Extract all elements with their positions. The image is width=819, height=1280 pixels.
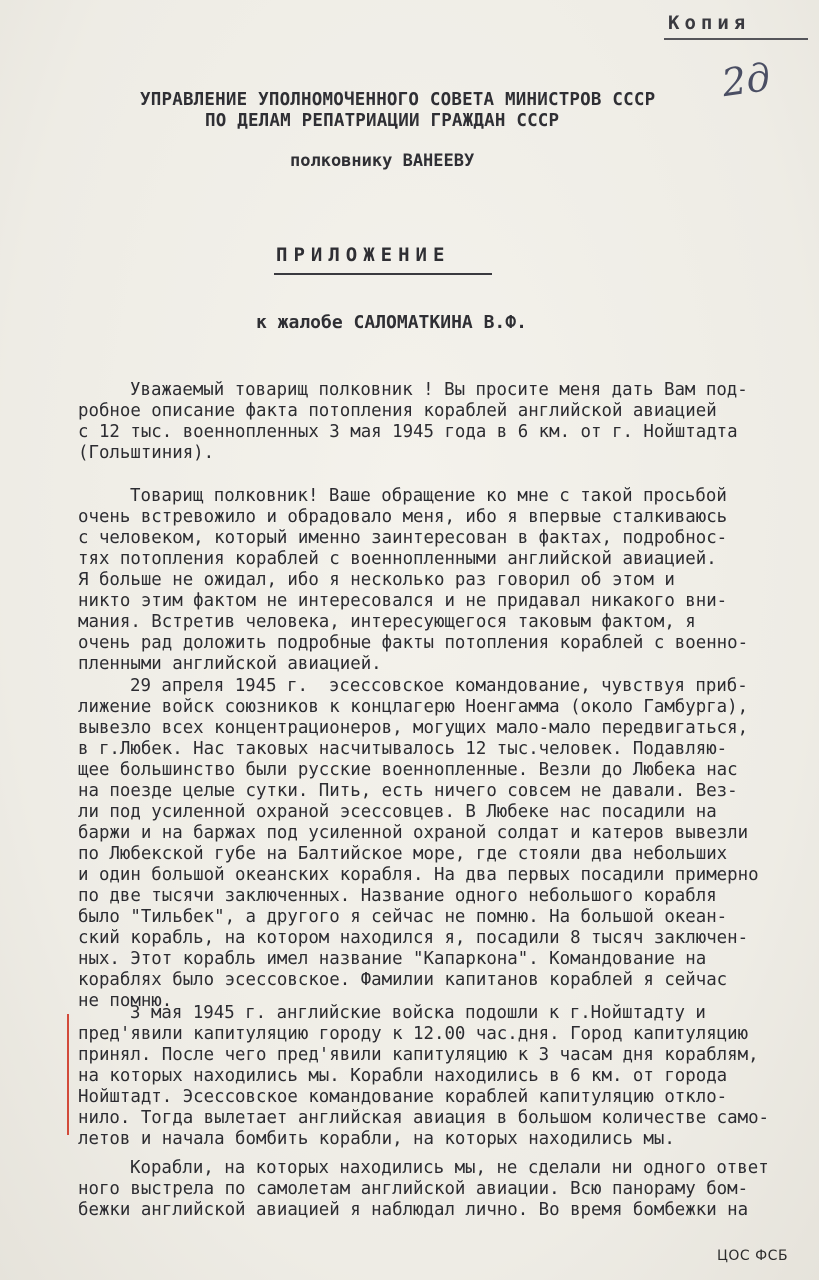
body-line: по две тысячи заключенных. Название одного небольшого корабля [78, 886, 717, 906]
body-line: робное описание факта потопления кораблей английской авиацией [78, 401, 717, 421]
body-line: по Любекской губе на Балтийское море, где стояли два небольших [78, 844, 728, 864]
body-line: Я больше не ожидал, ибо я несколько раз говорил об этом и [78, 570, 675, 590]
body-line: летов и начала бомбить корабли, на которых находились мы. [78, 1129, 675, 1149]
header-line-2: ПО ДЕЛАМ РЕПАТРИАЦИИ ГРАЖДАН СССР [205, 111, 560, 131]
handwritten-page-number: 2д [719, 54, 774, 106]
body-line: ский корабль, на котором находился я, посадили 8 тысяч заключен- [78, 928, 749, 948]
body-line: Уважаемый товарищ полковник ! Вы просите меня дать Вам под- [130, 380, 748, 400]
body-line: с 12 тыс. военнопленных 3 мая 1945 года в 6 км. от г. Нойштадта [78, 422, 738, 442]
title-underline [274, 273, 492, 275]
body-line: ных. Этот корабль имел название "Капаркона". Командование на [78, 949, 707, 969]
body-line: щее большинство были русские военнопленные. Везли до Любека нас [78, 760, 738, 780]
body-line: принял. После чего пред'явили капитуляцию к 3 часам дня кораблям, [78, 1045, 759, 1065]
body-line: лижение войск союзников к концлагерю Ноенгамма (около Гамбурга), [78, 697, 749, 717]
body-line: Нойштадт. Эсессовское командование кораблей капитуляцию откло- [78, 1087, 728, 1107]
body-line: пленными английской авиацией. [78, 654, 382, 674]
body-line: на которых находились мы. Корабли находились в 6 км. от города [78, 1066, 728, 1086]
addressee: полковнику ВАНЕЕВУ [290, 151, 475, 171]
body-line: нило. Тогда вылетает английская авиация в большом количестве само- [78, 1108, 770, 1128]
body-line: и один большой океанских корабля. На два первых посадили примерно [78, 865, 759, 885]
body-line: никто этим фактом не интересовался и не придавал никакого вни- [78, 591, 728, 611]
copy-stamp: Копия [668, 12, 751, 34]
body-line: в г.Любек. Нас таковых насчитывалось 12 тыс.человек. Подавляю- [78, 739, 728, 759]
body-line: вывезло всех концентрационеров, могущих мало-мало передвигаться, [78, 718, 749, 738]
document-title: ПРИЛОЖЕНИЕ [276, 244, 451, 266]
body-line: мания. Встретив человека, интересующегося таковым фактом, я [78, 612, 696, 632]
source-watermark: ЦОС ФСБ [717, 1248, 789, 1264]
body-line: с человеком, который именно заинтересован в фактах, подробнос- [78, 528, 728, 548]
body-line: 29 апреля 1945 г. эсессовское командование, чувствуя приб- [130, 676, 748, 696]
copy-underline [664, 38, 808, 40]
body-line: было "Тильбек", а другого я сейчас не помню. На большой океан- [78, 907, 728, 927]
body-line: на поезде целые сутки. Пить, есть ничего совсем не давали. Вез- [78, 781, 738, 801]
body-line: не помню. [78, 991, 173, 1011]
body-line: (Гольштиния). [78, 443, 215, 463]
body-line: ли под усиленной охраной эсессовцев. В Любеке нас посадили на [78, 802, 717, 822]
body-line: Товарищ полковник! Ваше обращение ко мне с такой просьбой [130, 486, 727, 506]
body-line: очень встревожило и обрадовало меня, ибо я впервые сталкиваюсь [78, 507, 728, 527]
document-subtitle: к жалобе САЛОМАТКИНА В.Ф. [256, 312, 527, 333]
body-line: пред'явили капитуляцию городу к 12.00 час.дня. Город капитуляцию [78, 1024, 749, 1044]
body-line: бежки английской авиацией я наблюдал лично. Во время бомбежки на [78, 1200, 749, 1220]
body-line: тях потопления кораблей с военнопленными английской авиацией. [78, 549, 717, 569]
body-line: 3 мая 1945 г. английские войска подошли к г.Нойштадту и [130, 1003, 706, 1023]
body-line: баржи и на баржах под усиленной охраной солдат и катеров вывезли [78, 823, 749, 843]
body-line: кораблях было эсессовское. Фамилии капитанов кораблей я сейчас [78, 970, 728, 990]
body-line: ного выстрела по самолетам английской авиации. Всю панораму бом- [78, 1179, 749, 1199]
body-line: очень рад доложить подробные факты потопления кораблей с военно- [78, 633, 749, 653]
body-line: Корабли, на которых находились мы, не сделали ни одного ответ [130, 1158, 769, 1178]
header-line-1: УПРАВЛЕНИЕ УПОЛНОМОЧЕННОГО СОВЕТА МИНИСТРОВ СССР [140, 90, 656, 110]
red-margin-mark [67, 1014, 69, 1135]
